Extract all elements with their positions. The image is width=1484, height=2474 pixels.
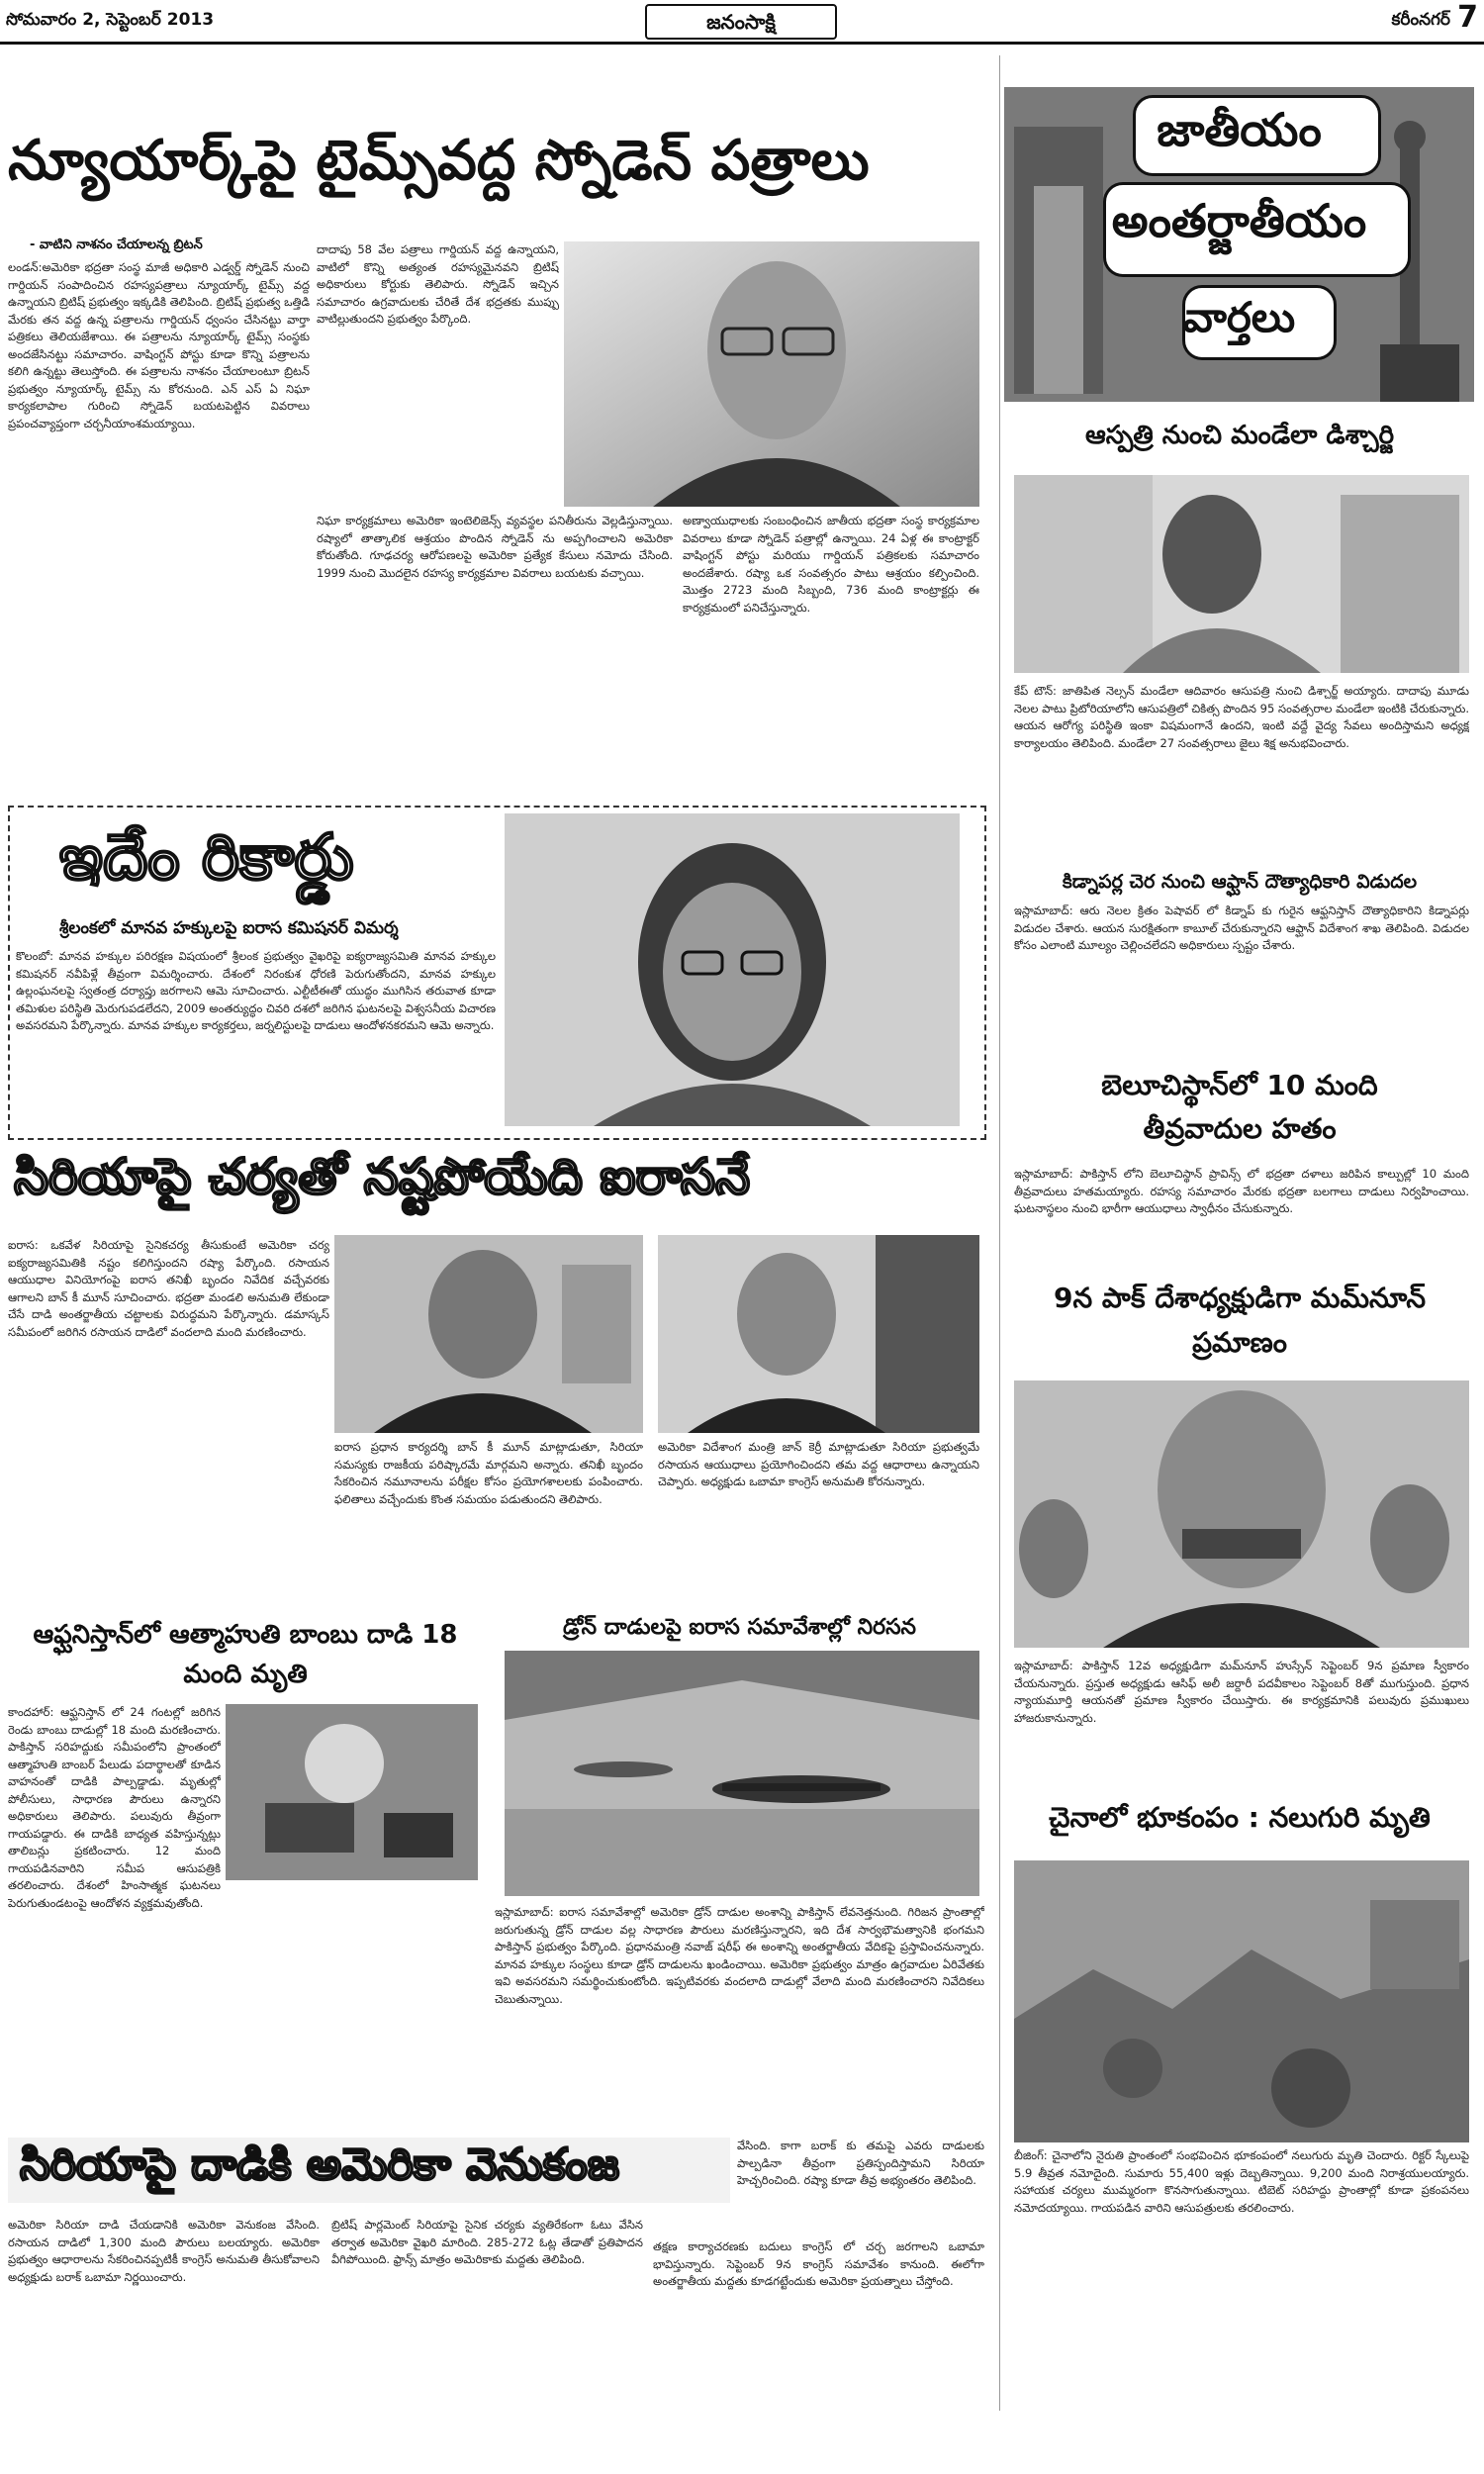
retreat-col-2: బ్రిటిష్ పార్లమెంట్ సిరియాపై సైనిక చర్యకు వ్యతిరేకంగా ఓటు వేసిన తర్వాత అమెరికా వైఖరి మారింది. 285-272 ఓట్ల తేడాతో ప్రతిపాదన వీగిపోయింది. ఫ్రాన్స్ మాత్రం అమెరికాకు మద్దతు తెలిపింది.	[331, 2218, 643, 2266]
mandela-headline: ఆస్పత్రి నుంచి మండేలా డిశ్చార్జి	[1084, 421, 1395, 450]
mandela-photo	[1014, 475, 1469, 673]
snowden-headline: న్యూయార్క్‌పై టైమ్స్‌వద్ద స్నోడెన్ పత్రాలు	[8, 129, 870, 193]
page-number: 7	[1457, 0, 1478, 35]
mamnoon-photo	[1014, 1380, 1469, 1648]
syria-un-col-1: ఐరాస: ఒకవేళ సిరియాపై సైనికచర్య తీసుకుంటే అమెరికా చర్య ఐక్యరాజ్యసమితికి నష్టం కలిగిస్తుందని రష్యా పేర్కొంది. రసాయన ఆయుధాల వినియోగంపై ఐరాస తనిఖీ బృందం నివేదిక వచ్చేవరకు ఆగాలని బాన్ కీ మూన్ సూచించారు. భద్రతా మండలి అనుమతి లేకుండా చేసే దాడి అంతర్జాతీయ చట్టాలకు విరుద్ధమని పేర్కొన్నారు. డమాస్కస్ సమీపంలో జరిగిన రసాయన దాడిలో వందలాది మంది మరణించారు.	[8, 1238, 329, 1339]
drone-text: ఇస్లామాబాద్: ఐరాస సమావేశాల్లో అమెరికా డ్రోన్ దాడుల అంశాన్ని పాకిస్తాన్ లేవనెత్తనుంది. గిరిజన ప్రాంతాల్లో జరుగుతున్న డ్రోన్ దాడుల వల్ల సాధారణ పౌరులు మరణిస్తున్నారని, ఇది దేశ సార్వభౌమత్వానికి భంగమని పాకిస్తాన్ ప్రభుత్వం పేర్కొంది. ప్రధానమంత్రి నవాజ్ షరీఫ్ ఈ అంశాన్ని అంతర్జాతీయ వేదికపై ప్రస్తావించనున్నారు. మానవ హక్కుల సంస్థలు కూడా డ్రోన్ దాడులను ఖండించాయి. అమెరికా ప్రభుత్వం మాత్రం ఉగ్రవాదుల ఏరివేతకు ఇవి అవసరమని సమర్థించుకుంటోంది. ఇప్పటివరకు వందలాది దాడుల్లో వేలాది మంది మరణించారని నివేదికలు చెబుతున్నాయి.	[495, 1905, 984, 2006]
record-headline: ఇదేం రికార్డు	[59, 821, 354, 895]
china-photo	[1014, 1860, 1469, 2142]
issue-date: సోమవారం 2, సెప్టెంబర్ 2013	[6, 10, 215, 30]
baloch-text: ఇస్లామాబాద్: పాకిస్తాన్ లోని బెలూచిస్థాన్ ప్రావిన్స్ లో భద్రతా దళాలు జరిపిన కాల్పుల్లో 10 మంది తీవ్రవాదులు హతమయ్యారు. రహస్య సమాచారం మేరకు భద్రతా బలగాలు దాడులు నిర్వహించాయి. ఘటనాస్థలం నుంచి భారీగా ఆయుధాలు స్వాధీనం చేసుకున్నారు.	[1014, 1167, 1469, 1215]
record-text: కొలంబో: మానవ హక్కుల పరిరక్షణ విషయంలో శ్రీలంక ప్రభుత్వం వైఖరిపై ఐక్యరాజ్యసమితి మానవ హక్కుల కమిషనర్ నవీపిళ్లే తీవ్రంగా విమర్శించారు. దేశంలో నిరంకుశ ధోరణి పెరుగుతోందని, మానవ హక్కుల ఉల్లంఘనలపై స్వతంత్ర దర్యాప్తు జరగాలని ఆమె సూచించారు. ఎల్టీటీఈతో యుద్ధం ముగిసిన తరువాత కూడా తమిళుల పరిస్థితి మెరుగుపడలేదని, 2009 అంతర్యుద్ధం చివరి దశలో జరిగిన ఘటనలపై విశ్వసనీయ విచారణ అవసరమని పేర్కొన్నారు. మానవ హక్కుల కార్యకర్తలు, జర్నలిస్టులపై దాడులు ఆందోళనకరమని ఆమె అన్నారు.	[16, 949, 496, 1032]
retreat-intro: వేసింది. కాగా బరాక్‌ కు తమపై ఎవరు దాడులకు పాల్పడినా తీవ్రంగా ప్రతిస్పందిస్తామని సిరియా హెచ్చరించింది. రష్యా కూడా తీవ్ర అభ్యంతరం తెలిపింది.	[737, 2139, 984, 2187]
masthead-rule	[0, 42, 1484, 45]
baloch-headline-1: బెలూచిస్థాన్‌లో 10 మంది	[1101, 1069, 1378, 1101]
john-kerry-photo	[658, 1235, 979, 1433]
snowden-byline: - వాటిని నాశనం చేయాలన్న బ్రిటన్	[30, 238, 203, 252]
drone-headline: డ్రోన్ దాడులపై ఐరాస సమావేశాల్లో నిరసన	[563, 1615, 916, 1640]
banner-line-1: జాతీయం	[1157, 103, 1322, 156]
mamnoon-headline-1: 9న పాక్ దేశాధ్యక్షుడిగా మమ్‌నూన్	[1054, 1282, 1426, 1314]
banner-line-2: అంతర్జాతీయం	[1111, 194, 1367, 247]
record-photo	[505, 813, 960, 1126]
syria-un-headline: సిరియాపై చర్యతో నష్టపోయేది ఐరాసనే	[14, 1148, 751, 1205]
afghan-headline: ఆఫ్ఘనిస్తాన్‌లో ఆత్మాహుతి బాంబు దాడి 18 మంది మృతి	[33, 1620, 458, 1689]
afghan-photo	[226, 1704, 478, 1880]
ban-ki-moon-photo	[334, 1235, 643, 1433]
china-text: బీజింగ్: చైనాలోని నైరుతి ప్రాంతంలో సంభవించిన భూకంపంలో నలుగురు మృతి చెందారు. రిక్టర్ స్కేలుపై 5.9 తీవ్రత నమోదైంది. సుమారు 55,400 ఇళ్లు దెబ్బతిన్నాయి. 9,200 మంది నిరాశ్రయులయ్యారు. సహాయక చర్యలు ముమ్మరంగా కొనసాగుతున్నాయి. టిబెట్ సరిహద్దు ప్రాంతాల్లో కూడా ప్రకంపనలు నమోదయ్యాయి. గాయపడిన వారిని ఆసుపత్రులకు తరలించారు.	[1014, 2148, 1469, 2215]
right-column-rule	[999, 55, 1000, 2411]
snowden-col-4: అణ్వాయుధాలకు సంబంధించిన జాతీయ భద్రతా సంస్థ కార్యక్రమాల వివరాలు కూడా స్నోడెన్ పత్రాల్లో ఉన్నాయి. 24 ఏళ్ల ఈ కాంట్రాక్టర్ వాషింగ్టన్ పోస్టు మరియు గార్డియన్ పత్రికలకు సమాచారం అందజేశారు. రష్యా ఒక సంవత్సరం పాటు ఆశ్రయం కల్పించింది. మొత్తం 2723 మంది సిబ్బంది, 736 మంది కాంట్రాక్టర్లు ఈ కార్యక్రమంలో పనిచేస్తున్నారు.	[683, 514, 979, 615]
retreat-col-1: అమెరికా సిరియా దాడి చేయడానికి అమెరికా వెనుకంజ వేసింది. రసాయన దాడిలో 1,300 మంది పౌరులు బలయ్యారు. అమెరికా ప్రభుత్వం ఆధారాలను సేకరించినప్పటికీ కాంగ్రెస్ అనుమతి తీసుకోవాలని అధ్యక్షుడు బరాక్ ఒబామా నిర్ణయించారు.	[8, 2218, 320, 2284]
newspaper-logo: జనంసాక్షి	[645, 4, 837, 40]
kidnap-headline: కిడ్నాపర్ల చెర నుంచి ఆఫ్ఘాన్ దౌత్యాధికారి విడుదల	[1062, 871, 1418, 893]
snowden-photo	[564, 241, 979, 507]
banner-line-3: వార్తలు	[1182, 293, 1296, 341]
snowden-col-1: లండన్‌:అమెరికా భద్రతా సంస్థ మాజీ అధికారి ఎడ్వర్డ్ స్నోడెన్ నుంచి గార్డియన్ సంపాదించిన రహస్యపత్రాలు న్యూయార్క్ టైమ్స్ వద్ద ఉన్నాయని బ్రిటిష్ ప్రభుత్వం ఇక్కడికి తెలిపింది. బ్రిటిష్ ప్రభుత్వ ఒత్తిడి మేరకు తన వద్ద ఉన్న పత్రాలను గార్డియన్ ధ్వంసం చేసినట్టు వార్తా పత్రికలు తెలియజేశాయి. ఈ పత్రాలను న్యూయార్క్ టైమ్స్ సంస్థకు అందజేసినట్టు సమాచారం. వాషింగ్టన్ పోస్టు కూడా కొన్ని పత్రాలను కలిగి ఉన్నట్టు తెలుస్తోంది. ఈ పత్రాలను నాశనం చేయాలంటూ బ్రిటన్ ప్రభుత్వం న్యూయార్క్ టైమ్స్ ను కోరనుంది. ఎన్ ఎస్ ఏ నిఘా కార్యకలాపాల గురించి స్నోడెన్ బయటపెట్టిన వివరాలు ప్రపంచవ్యాప్తంగా చర్చనీయాంశమయ్యాయి.	[8, 260, 310, 430]
masthead	[0, 0, 1484, 55]
mandela-text: కేప్ టౌన్: జాతిపిత నెల్సన్ మండేలా ఆదివారం ఆసుపత్రి నుంచి డిశ్చార్జ్ అయ్యారు. దాదాపు మూడు నెలల పాటు ప్రిటోరియాలోని ఆసుపత్రిలో చికిత్స పొందిన 95 సంవత్సరాల మండేలా ఇంటికి చేరుకున్నారు. ఆయన ఆరోగ్య పరిస్థితి ఇంకా విషమంగానే ఉందని, ఇంటి వద్దే వైద్య సేవలు అందిస్తామని అధ్యక్ష కార్యాలయం తెలిపింది. మండేలా 27 సంవత్సరాలు జైలు శిక్ష అనుభవించారు.	[1014, 684, 1469, 750]
snowden-col-2: దాదాపు 58 వేల పత్రాలు గార్డియన్ వద్ద ఉన్నాయని, వాటిలో కొన్ని అత్యంత రహస్యమైనవని బ్రిటిష్ అధికారులు కోర్టుకు తెలిపారు. స్నోడెన్ ఇచ్చిన సమాచారం ఉగ్రవాదులకు చేరితే దేశ భద్రతకు ముప్పు వాటిల్లుతుందని ప్రభుత్వం పేర్కొంది.	[317, 242, 559, 326]
mamnoon-headline-2: ప్రమాణం	[1192, 1326, 1287, 1359]
syria-un-col-3: అమెరికా విదేశాంగ మంత్రి జాన్ కెర్రీ మాట్లాడుతూ సిరియా ప్రభుత్వమే రసాయన ఆయుధాలు ప్రయోగించిందని తమ వద్ద ఆధారాలు ఉన్నాయని చెప్పారు. అధ్యక్షుడు ఒబామా కాంగ్రెస్ అనుమతి కోరనున్నారు.	[658, 1440, 979, 1488]
kidnap-text: ఇస్లామాబాద్: ఆరు నెలల క్రితం పెషావర్ లో కిడ్నాప్ కు గురైన ఆఫ్ఘనిస్తాన్ దౌత్యాధికారిని కిడ్నాపర్లు విడుదల చేశారు. ఆయన సురక్షితంగా కాబూల్ చేరుకున్నారని ఆఫ్ఘాన్ విదేశాంగ శాఖ తెలిపింది. విడుదల కోసం ఎలాంటి మూల్యం చెల్లించలేదని అధికారులు స్పష్టం చేశారు.	[1014, 904, 1469, 952]
baloch-headline-2: తీవ్రవాదుల హతం	[1143, 1112, 1337, 1145]
afghan-text: కాందహార్: ఆఫ్ఘనిస్తాన్ లో 24 గంటల్లో జరిగిన రెండు బాంబు దాడుల్లో 18 మంది మరణించారు. పాకిస్తాన్ సరిహద్దుకు సమీపంలోని ప్రాంతంలో ఆత్మాహుతి బాంబర్ పేలుడు పదార్థాలతో కూడిన వాహనంతో దాడికి పాల్పడ్డాడు. మృతుల్లో పోలీసులు, సాధారణ పౌరులు ఉన్నారని అధికారులు తెలిపారు. పలువురు తీవ్రంగా గాయపడ్డారు. ఈ దాడికి బాధ్యత వహిస్తున్నట్లు తాలిబన్లు ప్రకటించారు. 12 మంది గాయపడినవారిని సమీప ఆసుపత్రికి తరలించారు. దేశంలో హింసాత్మక ఘటనలు పెరుగుతుండటంపై ఆందోళన వ్యక్తమవుతోంది.	[8, 1705, 221, 1910]
syria-un-col-2: ఐరాస ప్రధాన కార్యదర్శి బాన్ కీ మూన్ మాట్లాడుతూ, సిరియా సమస్యకు రాజకీయ పరిష్కారమే మార్గమని అన్నారు. తనిఖీ బృందం సేకరించిన నమూనాలను పరీక్షల కోసం ప్రయోగశాలలకు పంపించారు. ఫలితాలు వచ్చేందుకు కొంత సమయం పడుతుందని తెలిపారు.	[334, 1440, 643, 1506]
snowden-col-3: నిఘా కార్యక్రమాలు అమెరికా ఇంటెలిజెన్స్ వ్యవస్థల పనితీరును వెల్లడిస్తున్నాయి. రష్యాలో తాత్కాలిక ఆశ్రయం పొందిన స్నోడెన్ ను అప్పగించాలని అమెరికా కోరుతోంది. గూఢచర్య ఆరోపణలపై అమెరికా ప్రత్యేక కేసులు నమోదు చేసింది. 1999 నుంచి మొదలైన రహస్య కార్యక్రమాల వివరాలు బయటకు వచ్చాయి.	[317, 514, 673, 580]
record-subhead: శ్రీలంకలో మానవ హక్కులపై ఐరాస కమిషనర్ విమర్శ	[59, 918, 399, 938]
china-headline: చైనాలో భూకంపం : నలుగురి మృతి	[1049, 1801, 1431, 1834]
section-banner	[1004, 87, 1474, 402]
retreat-col-3: తక్షణ కార్యాచరణకు బదులు కాంగ్రెస్ లో చర్చ జరగాలని ఒబామా భావిస్తున్నారు. సెప్టెంబర్ 9న కాంగ్రెస్ సమావేశం కానుంది. ఈలోగా అంతర్జాతీయ మద్దతు కూడగట్టేందుకు అమెరికా ప్రయత్నాలు చేస్తోంది.	[653, 2239, 984, 2288]
edition-city: కరీంనగర్	[1391, 10, 1450, 30]
retreat-headline: సిరియాపై దాడికి అమెరికా వెనుకంజ	[20, 2140, 619, 2190]
drone-photo	[505, 1651, 979, 1896]
mamnoon-text: ఇస్లామాబాద్: పాకిస్తాన్ 12వ అధ్యక్షుడిగా మమ్‌నూన్ హుస్సేన్ సెప్టెంబర్ 9న ప్రమాణ స్వీకారం చేయనున్నారు. ప్రస్తుత అధ్యక్షుడు ఆసిఫ్ అలీ జర్దారీ పదవీకాలం సెప్టెంబర్ 8తో ముగుస్తుంది. ప్రధాన న్యాయమూర్తి ఆయనతో ప్రమాణ స్వీకారం చేయిస్తారు. ఈ కార్యక్రమానికి పలువురు ప్రముఖులు హాజరుకానున్నారు.	[1014, 1659, 1469, 1725]
